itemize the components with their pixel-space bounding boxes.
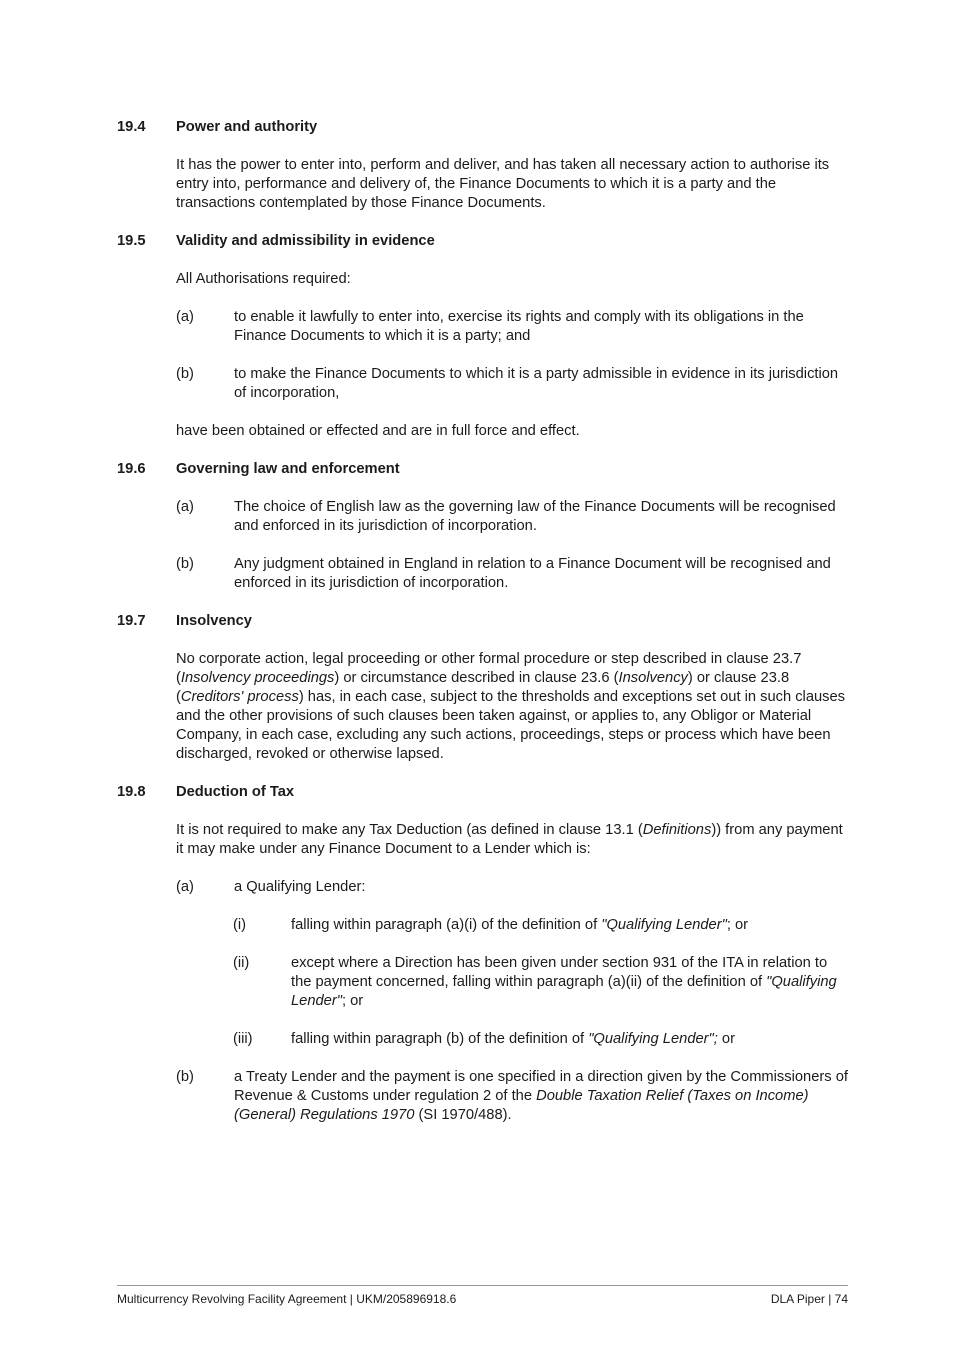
section-body	[176, 156, 848, 213]
section-19.8	[117, 783, 848, 1125]
item-text	[234, 365, 848, 403]
text-run: ) or circumstance described in clause 23.6 (	[334, 670, 619, 686]
list-item	[233, 916, 848, 935]
item-marker: (b)	[176, 556, 194, 572]
section-title: Validity and admissibility in evidence	[176, 233, 435, 249]
italic-text-run: Insolvency proceedings	[180, 670, 335, 686]
text-run: falling within paragraph (b) of the definition of	[291, 1031, 589, 1047]
list-item	[233, 1030, 848, 1049]
list-item	[176, 1068, 848, 1125]
text-run: No corporate action, legal proceeding or other formal procedure or step described in clause 23.7 (	[176, 651, 802, 686]
text-run: All Authorisations required:	[176, 271, 351, 287]
section-19.7	[117, 612, 848, 764]
section-body	[176, 498, 848, 593]
list-item	[176, 555, 848, 593]
italic-text-run: Definitions	[642, 822, 712, 838]
page-footer	[117, 1285, 848, 1307]
italic-text-run: Creditors' process	[180, 689, 299, 705]
item-marker: (iii)	[233, 1031, 253, 1047]
text-run: ; or	[341, 993, 364, 1009]
section-19.6	[117, 460, 848, 593]
italic-text-run: Insolvency	[618, 670, 688, 686]
text-run: Any judgment obtained in England in relation to a Finance Document will be recognised and enforced in its jurisdiction of incorporation.	[234, 556, 831, 591]
section-heading	[117, 118, 848, 137]
list-item	[176, 308, 848, 346]
item-marker: (b)	[176, 366, 194, 382]
text-run: a Treaty Lender and the payment is one specified in a direction given by the Commissioners of Revenue & Customs under regulation 2 of the	[234, 1069, 848, 1104]
footer-left: Multicurrency Revolving Facility Agreement | UKM/205896918.6	[117, 1292, 457, 1306]
item-marker: (b)	[176, 1069, 194, 1085]
italic-text-run: Double Taxation Relief (Taxes on Income) (General) Regulations 1970	[234, 1088, 809, 1123]
section-number: 19.5	[117, 233, 146, 249]
section-number: 19.4	[117, 119, 146, 135]
section-number: 19.8	[117, 784, 146, 800]
section-title: Governing law and enforcement	[176, 461, 400, 477]
footer-right: DLA Piper | 74	[770, 1292, 848, 1306]
item-marker: (a)	[176, 499, 194, 515]
item-text	[234, 308, 848, 346]
item-marker: (a)	[176, 879, 194, 895]
item-text	[291, 1030, 848, 1049]
text-run: falling within paragraph (a)(i) of the definition of	[291, 917, 602, 933]
item-text	[234, 555, 848, 593]
section-number: 19.7	[117, 613, 146, 629]
text-run: ) has, in each case, subject to the thresholds and exceptions set out in such clauses and the other provisions of such clauses been taken against, or applies to, any Obligor or Material Company, in each case, excluding any such actions, proceedings, steps or process which have been discharged, revoked or otherwise lapsed.	[176, 689, 846, 762]
list-item	[176, 498, 848, 536]
section-heading	[117, 232, 848, 251]
text-run: to make the Finance Documents to which it is a party admissible in evidence in its jurisdiction of incorporation,	[234, 366, 839, 401]
paragraph	[176, 156, 848, 213]
text-run: It is not required to make any Tax Deduction (as defined in clause 13.1 (	[176, 822, 643, 838]
item-text	[291, 916, 848, 935]
section-heading	[117, 612, 848, 631]
text-run: It has the power to enter into, perform and deliver, and has taken all necessary action to authorise its entry into, performance and delivery of, the Finance Documents to which it is a party and the transactions contemplated by those Finance Documents.	[176, 157, 830, 211]
section-number: 19.6	[117, 461, 146, 477]
text-run: except where a Direction has been given under section 931 of the ITA in relation to the payment concerned, falling within paragraph (a)(ii) of the definition of	[291, 955, 828, 990]
item-text	[291, 954, 848, 1011]
text-run: a Qualifying Lender:	[234, 879, 366, 895]
text-run: or	[717, 1031, 735, 1047]
section-title: Insolvency	[176, 613, 252, 629]
text-run: (SI 1970/488).	[414, 1107, 512, 1123]
section-heading	[117, 783, 848, 802]
italic-text-run: "Qualifying Lender";	[588, 1031, 718, 1047]
item-text	[234, 498, 848, 536]
section-title: Power and authority	[176, 119, 318, 135]
section-body	[176, 650, 848, 764]
item-marker: (ii)	[233, 955, 250, 971]
section-title: Deduction of Tax	[176, 784, 295, 800]
list-item	[176, 365, 848, 403]
section-heading	[117, 460, 848, 479]
section-body	[176, 821, 848, 1125]
italic-text-run: "Qualifying Lender"	[291, 974, 837, 1009]
item-text	[234, 1068, 848, 1125]
section-19.4	[117, 118, 848, 213]
paragraph	[176, 650, 848, 764]
item-marker: (i)	[233, 917, 247, 933]
text-run: to enable it lawfully to enter into, exercise its rights and comply with its obligations in the Finance Documents to which it is a party; and	[234, 309, 804, 344]
document-body	[117, 118, 848, 1125]
item-marker: (a)	[176, 309, 194, 325]
text-run: ; or	[726, 917, 749, 933]
text-run: have been obtained or effected and are in full force and effect.	[176, 423, 580, 439]
list-item	[233, 954, 848, 1011]
section-19.5	[117, 232, 848, 441]
paragraph	[176, 821, 848, 859]
paragraph	[176, 422, 848, 441]
section-body	[176, 270, 848, 441]
text-run: The choice of English law as the governing law of the Finance Documents will be recognised and enforced in its jurisdiction of incorporation.	[234, 499, 836, 534]
item-text	[234, 878, 848, 897]
text-run: ) or clause 23.8 (	[176, 670, 790, 705]
text-run: )) from any payment it may make under any Finance Document to a Lender which is:	[176, 822, 843, 857]
list-item	[176, 878, 848, 897]
paragraph	[176, 270, 848, 289]
italic-text-run: "Qualifying Lender"	[601, 917, 727, 933]
